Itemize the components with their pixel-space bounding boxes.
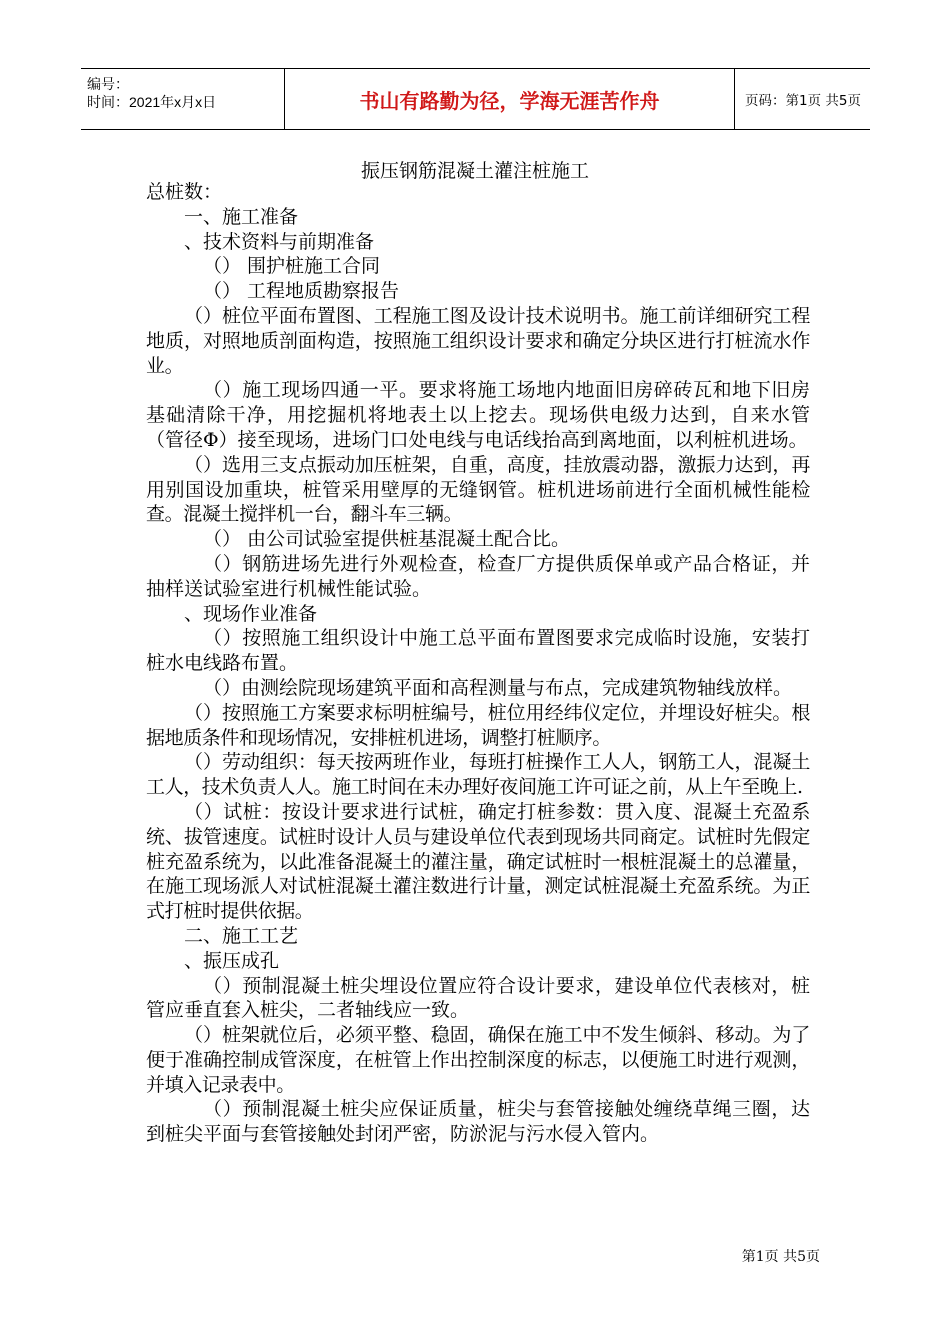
heading-subsection-2-1: 、振压成孔 — [184, 949, 280, 972]
heading-section-2: 二、施工工艺 — [184, 924, 299, 947]
paragraph: （）钢筋进场先进行外观检查，检查厂方提供质保单或产品合格证，并抽样送试验室进行机械性能试验。 — [146, 552, 810, 600]
heading-subsection-1-1: 、技术资料与前期准备 — [184, 230, 375, 253]
page-header — [81, 68, 870, 130]
paragraph-total-piles: 总桩数： — [146, 181, 223, 203]
document-number-label: 编号： — [87, 76, 129, 92]
paragraph: （）施工现场四通一平。要求将施工场地内地面旧房碎砖瓦和地下旧房基础清除干净，用挖掘机将地表土以上挖去。现场供电级力达到，自来水管（管径Φ）接至现场，进场门口处电线与电话线抬高到离地面，以利桩机进场。 — [146, 379, 810, 451]
heading-subsection-1-2: 、现场作业准备 — [184, 602, 318, 625]
page-footer: 第1页 共5页 — [741, 1249, 820, 1265]
document-title: 振压钢筋混凝土灌注桩施工 — [360, 160, 589, 182]
document-date-label: 时间：2021年x月x日 — [87, 94, 217, 110]
paragraph: （）按照施工组织设计中施工总平面布置图要求完成临时设施，安装打桩水电线路布置。 — [146, 627, 810, 675]
header-motto: 书山有路勤为径，学海无涯苦作舟 — [284, 69, 735, 129]
paragraph: （） 由公司试验室提供桩基混凝土配合比。 — [203, 528, 571, 551]
paragraph: （）桩架就位后，必须平整、稳固，确保在施工中不发生倾斜、移动。为了便于准确控制成管深度，在桩管上作出控制深度的标志，以便施工时进行观测，并填入记录表中。 — [146, 1024, 810, 1096]
paragraph: （）桩位平面布置图、工程施工图及设计技术说明书。施工前详细研究工程地质，对照地质剖面构造，按照施工组织设计要求和确定分块区进行打桩流水作业。 — [146, 304, 810, 377]
paragraph: （）试桩：按设计要求进行试桩，确定打桩参数：贯入度、混凝土充盈系统、拔管速度。试桩时设计人员与建设单位代表到现场共同商定。试桩时先假定桩充盈系统为，以此准备混凝土的灌注量，确定试桩时一根桩混凝土的总灌量，在施工现场派人对试桩混凝土灌注数进行计量，测定试桩混凝土充盈系统。为正式打桩时提供依据。 — [146, 800, 810, 923]
header-meta — [81, 69, 284, 129]
paragraph: （）劳动组织：每天按两班作业，每班打桩操作工人人，钢筋工人，混凝土工人，技术负责人人。施工时间在未办理好夜间施工许可证之前，从上午至晚上. — [146, 751, 810, 799]
list-item: （） 工程地质勘察报告 — [203, 280, 400, 303]
paragraph: （）由测绘院现场建筑平面和高程测量与布点，完成建筑物轴线放样。 — [203, 676, 793, 699]
paragraph: （）预制混凝土桩尖埋设位置应符合设计要求，建设单位代表核对，桩管应垂直套入桩尖，二者轴线应一致。 — [146, 974, 810, 1022]
paragraph: （）预制混凝土桩尖应保证质量，桩尖与套管接触处缠绕草绳三圈，达到桩尖平面与套管接触处封闭严密，防淤泥与污水侵入管内。 — [146, 1098, 810, 1146]
heading-section-1: 一、施工准备 — [184, 205, 299, 228]
paragraph: （）按照施工方案要求标明桩编号，桩位用经纬仪定位，并埋设好桩尖。根据地质条件和现场情况，安排桩机进场，调整打桩顺序。 — [146, 701, 810, 749]
list-item: （） 围护桩施工合同 — [203, 255, 381, 278]
paragraph: （）选用三支点振动加压桩架，自重，高度，挂放震动器，激振力达到，再用别国设加重块，桩管采用壁厚的无缝钢管。桩机进场前进行全面机械性能检查。混凝土搅拌机一台，翻斗车三辆。 — [146, 453, 810, 526]
document-body — [146, 180, 810, 1147]
header-page-number: 页码：第1页 共5页 — [745, 93, 861, 109]
